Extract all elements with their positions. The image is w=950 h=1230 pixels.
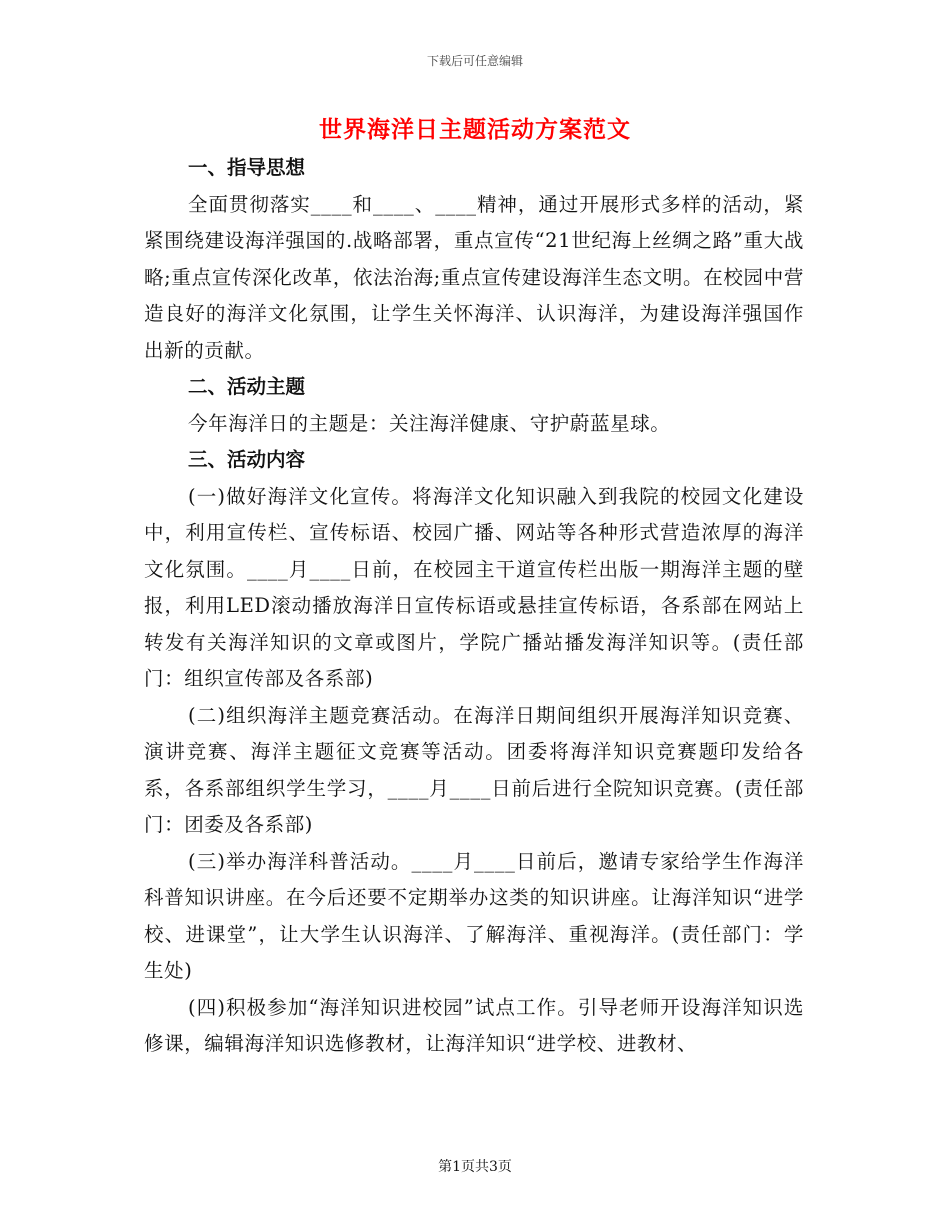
section-heading: 一、指导思想 bbox=[188, 156, 306, 179]
paragraph: (四)积极参加“海洋知识进校园”试点工作。引导老师开设海洋知识选修课，编辑海洋知识选修教材，让海洋知识“进学校、进教材、 bbox=[144, 995, 804, 1055]
page-number: 第1页共3页 bbox=[438, 1159, 512, 1175]
section-heading: 三、活动内容 bbox=[188, 448, 306, 471]
paragraph: (三)举办海洋科普活动。____月____日前后，邀请专家给学生作海洋科普知识讲座。在今后还要不定期举办这类的知识讲座。让海洋知识“进学校、进课堂”，让大学生认识海洋、了解海洋、重视海洋。(责任部门：学生处) bbox=[144, 849, 804, 982]
header-note: 下载后可任意编辑 bbox=[426, 54, 523, 68]
paragraph: 今年海洋日的主题是：关注海洋健康、守护蔚蓝星球。 bbox=[188, 411, 671, 435]
document-title: 世界海洋日主题活动方案范文 bbox=[319, 116, 631, 143]
section-heading: 二、活动主题 bbox=[188, 375, 306, 398]
paragraph: (一)做好海洋文化宣传。将海洋文化知识融入到我院的校园文化建设中，利用宣传栏、宣传标语、校园广播、网站等各种形式营造浓厚的海洋文化氛围。____月____日前，在校园主干道宣传栏出版一期海洋主题的壁报，利用LED滚动播放海洋日宣传标语或悬挂宣传标语，各系部在网站上转发有关海洋知识的文章或图片，学院广播站播发海洋知识等。(责任部门：组织宣传部及各系部) bbox=[144, 484, 804, 690]
document-body bbox=[144, 150, 804, 1063]
paragraph: (二)组织海洋主题竞赛活动。在海洋日期间组织开展海洋知识竞赛、演讲竞赛、海洋主题征文竞赛等活动。团委将海洋知识竞赛题印发给各系，各系部组织学生学习，____月____日前后进行全院知识竞赛。(责任部门：团委及各系部) bbox=[144, 703, 804, 836]
paragraph: 全面贯彻落实____和____、____精神，通过开展形式多样的活动，紧紧围绕建设海洋强国的.战略部署，重点宣传“21世纪海上丝绸之路”重大战略;重点宣传深化改革，依法治海;重点宣传建设海洋生态文明。在校园中营造良好的海洋文化氛围，让学生关怀海洋、认识海洋，为建设海洋强国作出新的贡献。 bbox=[144, 192, 804, 362]
